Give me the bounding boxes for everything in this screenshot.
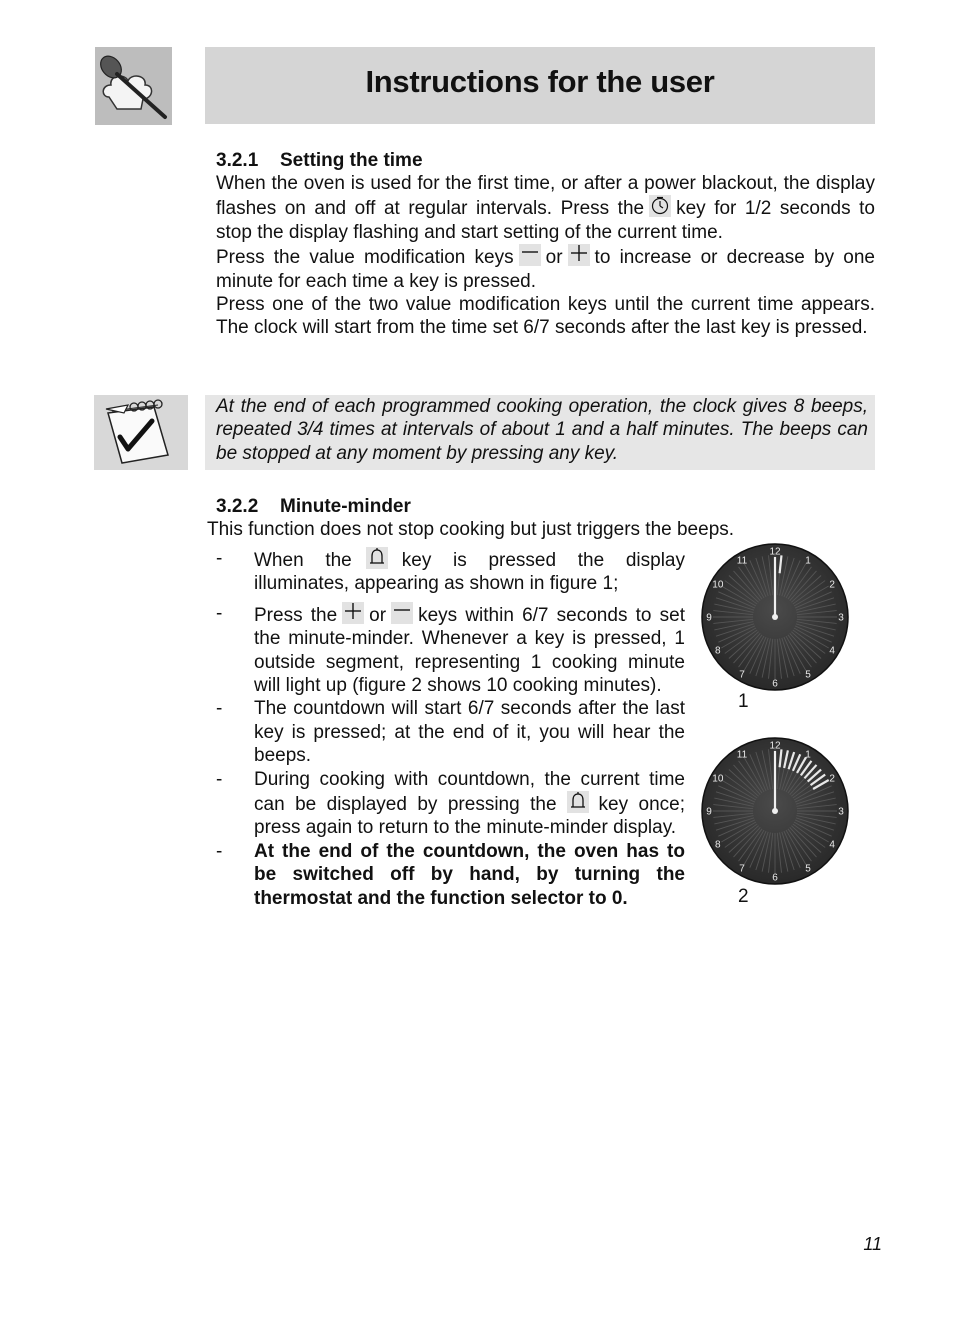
list-item	[216, 840, 685, 910]
dial-number: 3	[838, 806, 844, 818]
dial-number: 10	[712, 773, 724, 785]
list-item-text: At the end of the countdown, the oven has to be switched off by hand, by turning the thermostat and the function selector to 0.	[254, 840, 685, 909]
section-title: Minute-minder	[280, 496, 411, 517]
list-item	[216, 768, 685, 840]
clock-key-icon	[649, 195, 671, 217]
dial-number: 10	[712, 579, 724, 591]
dial-number: 11	[736, 555, 748, 567]
list-item	[216, 547, 685, 596]
dash: -	[216, 698, 223, 720]
dial-number: 4	[829, 645, 835, 657]
dial-number: 3	[838, 612, 844, 624]
minute-minder-dial-figure-2	[700, 736, 850, 886]
dial-number: 5	[805, 863, 811, 875]
note-box	[205, 395, 875, 470]
dial-number: 5	[805, 669, 811, 681]
list-item	[216, 697, 685, 767]
dash: -	[216, 840, 223, 862]
dash: -	[216, 768, 223, 790]
paragraph	[216, 172, 875, 244]
figure-label-2: 2	[738, 886, 749, 907]
text-span: keys within 6/7 seconds to set the minute-minder. Whenever a key is pressed, 1 outside segment, representing 1 cooking minute will light up (figure 2 shows 10 cooking minutes).	[254, 604, 685, 697]
plus-key-icon	[568, 244, 590, 266]
dial-number: 12	[769, 546, 781, 558]
page-title: Instructions for the user	[365, 64, 715, 99]
notepad-check-icon	[94, 395, 188, 470]
text-span: key is pressed the display illuminates, appearing as shown in figure 1;	[254, 550, 685, 595]
list-item-text: The countdown will start 6/7 seconds after the last key is pressed; at the end of it, you will hear the beeps.	[254, 698, 685, 767]
dial-number: 9	[706, 806, 712, 818]
minus-key-icon	[519, 244, 541, 266]
section-intro: This function does not stop cooking but just triggers the beeps.	[207, 519, 735, 540]
bell-key-icon	[567, 791, 589, 813]
section-heading-3-2-1	[216, 149, 423, 172]
plus-key-icon	[342, 602, 364, 624]
dial-number: 2	[829, 579, 835, 591]
paragraph	[216, 244, 875, 293]
note-text: At the end of each programmed cooking operation, the clock gives 8 beeps, repeated 3/4 times at intervals of about 1 and a half minutes. The beeps can be stopped at any moment by pressing any key.	[216, 396, 868, 464]
section-title: Setting the time	[280, 150, 423, 171]
dial-number: 11	[736, 749, 748, 761]
list-item-text	[254, 547, 685, 596]
logo	[95, 47, 172, 125]
instruction-list	[216, 547, 685, 910]
dial-number: 7	[739, 863, 745, 875]
dial-number: 4	[829, 839, 835, 851]
dial-number: 9	[706, 612, 712, 624]
text-span: Press the value modification keys	[216, 247, 514, 269]
text-span: or	[369, 604, 387, 626]
text-span: During cooking with countdown, the current time can be displayed by pressing the	[254, 768, 685, 816]
text-span: When the	[254, 550, 352, 571]
dial-number: 12	[769, 740, 781, 752]
list-item-text	[254, 768, 685, 840]
dial-number: 8	[715, 645, 721, 657]
chef-hat-spoon-icon	[95, 47, 172, 125]
dash: -	[216, 548, 223, 569]
dial-number: 1	[805, 749, 811, 761]
list-item-text	[254, 602, 685, 698]
minus-key-icon	[391, 602, 413, 624]
section-body-3-2-1	[216, 172, 875, 340]
text-span: or	[545, 247, 563, 269]
minute-minder-dial-figure-1	[700, 542, 850, 692]
dial-center	[772, 808, 778, 814]
section-number: 3.2.1	[216, 150, 259, 171]
section-number: 3.2.2	[216, 496, 259, 517]
bell-key-icon	[366, 547, 388, 569]
dial-number: 1	[805, 555, 811, 567]
dial-center	[772, 614, 778, 620]
dial-number: 6	[772, 872, 778, 884]
dial-number: 6	[772, 678, 778, 690]
text-span: When the oven is used for the first time, or after a power blackout, the display flashes on and off at regular intervals. Press the	[216, 173, 875, 220]
note-icon-box	[94, 395, 188, 470]
dash: -	[216, 602, 223, 624]
text-span: key once; press again to return to the minute-minder display.	[254, 794, 685, 839]
dial-number: 2	[829, 773, 835, 785]
list-item	[216, 602, 685, 698]
text-span: key for 1/2 seconds to stop the display flashing and start setting of the current time.	[216, 198, 875, 243]
text-span: to increase or decrease by one minute for each time a key is pressed.	[216, 247, 876, 292]
section-heading-3-2-2	[216, 495, 411, 518]
text-span: Press the	[254, 604, 338, 626]
page-number: 11	[863, 1234, 882, 1254]
paragraph: Press one of the two value modification keys until the current time appears. The clock will start from the time set 6/7 seconds after the last key is pressed.	[216, 294, 875, 339]
figure-label-1: 1	[738, 691, 749, 712]
dial-number: 7	[739, 669, 745, 681]
dial-number: 8	[715, 839, 721, 851]
title-banner	[205, 47, 875, 124]
